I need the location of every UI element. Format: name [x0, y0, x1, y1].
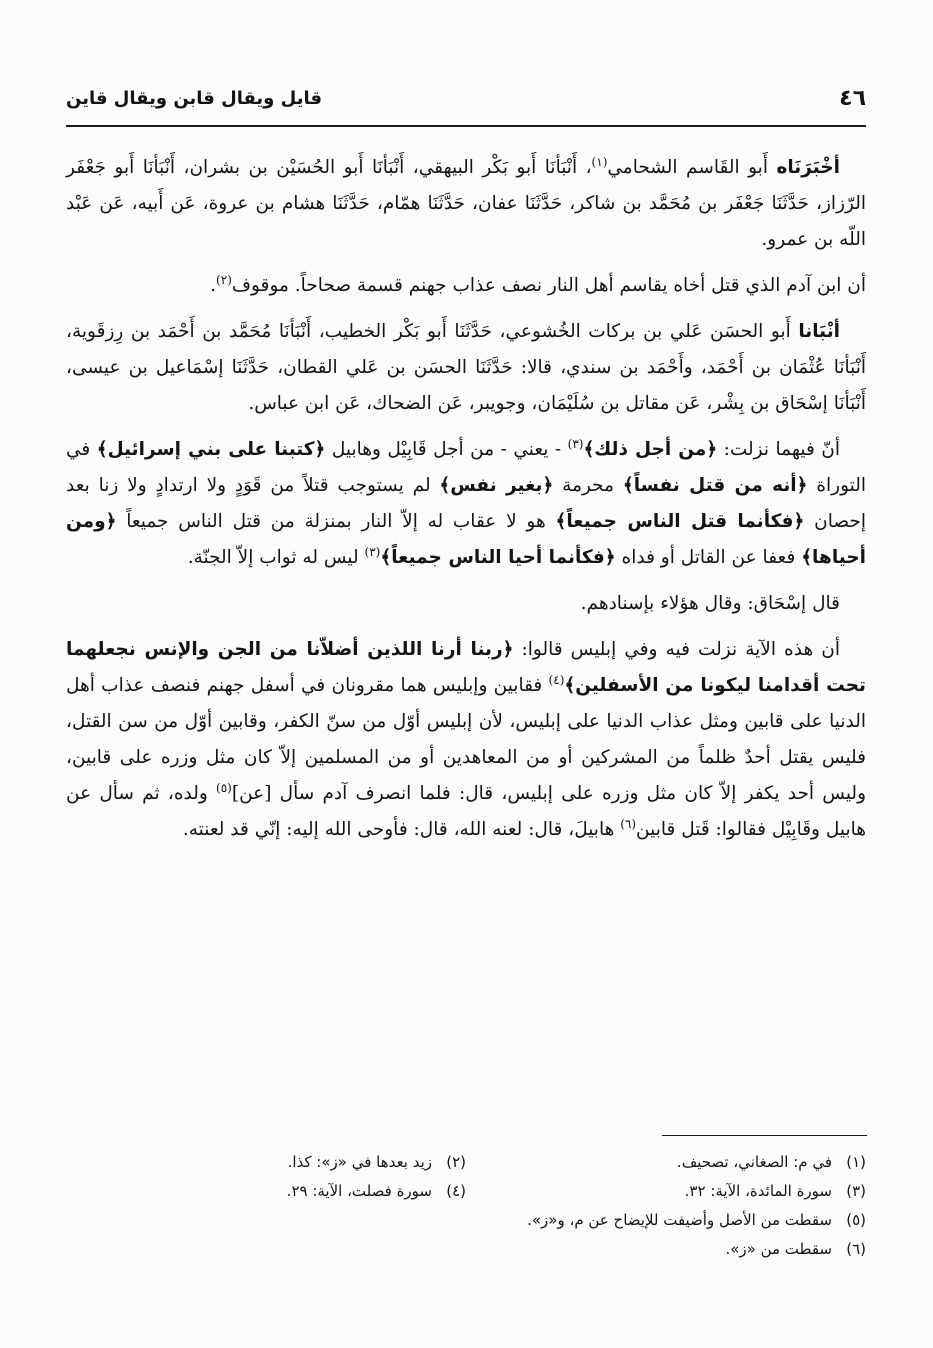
footnote-text: سورة المائدة، الآية: ٣٢. [684, 1182, 832, 1200]
paragraph-isnad-2 [66, 314, 866, 422]
paragraph-text: ولده، ثم سأل عن هابيل وقَابِيْل فقالوا: قَتل قابين [66, 783, 866, 840]
quran-quote: ﴿أنه من قتل نفساً﴾ [622, 475, 808, 496]
lead-word: أنْبَانا [798, 321, 840, 342]
paragraph-text: في التوراة [66, 439, 866, 496]
footnote-marker: (٤) [548, 672, 565, 687]
main-text [66, 150, 866, 858]
footnote [66, 1235, 866, 1264]
footnote-marker: (٦) [620, 816, 637, 831]
footnote-marker: (٢) [216, 272, 232, 287]
quran-quote: ﴿ربنا أرنا اللذين أضلاّنا من الجن والإنس نجعلهما تحت أقدامنا ليكونا من الأسفلين﴾ [66, 639, 866, 696]
footnote [466, 1148, 866, 1177]
lead-word: أخْبَرَنَاه [776, 157, 840, 178]
footnote-row [66, 1148, 866, 1177]
footnote-marker: (٣) [567, 436, 584, 451]
quran-quote: ﴿فكأنما قتل الناس جميعاً﴾ [555, 511, 805, 532]
quran-quote: ﴿فكأنما أحيا الناس جميعاً﴾ [380, 547, 616, 568]
paragraph-text: هو لا عقاب له إلاّ النار بمنزلة من قتل الناس جميعاً [116, 511, 556, 532]
footnote-number: (٦) [846, 1240, 866, 1258]
paragraph-text: هابيلَ، قال: لعنه الله، قال: فأوحى الله إليه: إنّي قد لعنته. [182, 819, 621, 840]
footnote-text: سقطت من الأصل وأضيفت للإيضاح عن م، و«ز». [527, 1211, 832, 1229]
footnote-text: سورة فصلت، الآية: ٢٩. [286, 1182, 432, 1200]
footnote-text: زيد بعدها في «ز»: كذا. [287, 1153, 432, 1171]
footnote-marker: (١) [591, 154, 608, 169]
quran-quote: ﴿بغير نفس﴾ [439, 475, 554, 496]
paragraph-text: ليس له ثواب إلاّ الجنّة. [187, 547, 365, 568]
paragraph-text: أن هذه الآية نزلت فيه وفي إبليس قالوا: [513, 639, 840, 660]
paragraph-report-2 [66, 432, 866, 576]
page-number: ٤٦ [839, 86, 866, 111]
footnote-number: (٤) [446, 1182, 466, 1200]
footnote-number: (٥) [846, 1211, 866, 1229]
page-header [66, 86, 866, 120]
paragraph-text: فعفا عن القاتل أو فداه [615, 547, 802, 568]
footnotes [66, 1148, 866, 1264]
paragraph-text: - يعني - من أجل قَابِيْل وهابيل [325, 439, 568, 460]
header-rule [66, 125, 866, 127]
footnote-number: (٣) [846, 1182, 866, 1200]
paragraph-text: لم يستوجب قتلاً من قَوَدٍ ولا ارتدادٍ ولا زنا بعد إحصان [66, 475, 866, 532]
paragraph-text: فقابين وإبليس هما مقرونان في أسفل جهنم فنصف عذاب أهل الدنيا على قابين ومثل عذاب الدنيا على إبليس، لأن إبليس أوّل من سنّ الكفر، وقابين أوّل من سن القتل، فليس يقتل أحدٌ ظلماً من المشركين أو من المعاهدين أو من المسلمين إلاّ كان مثل وزره على قابين، وليس أحد يكفر إلاّ كان مثل وزره على إبليس، قال: فلما انصرف آدم سأل [عن] [66, 675, 866, 804]
paragraph-text: أَبو القَاسم الشحامي [607, 157, 777, 178]
paragraph-report-3 [66, 632, 866, 848]
footnote-row [66, 1177, 866, 1206]
footnote-number: (٢) [446, 1153, 466, 1171]
paragraph-isnad-1 [66, 150, 866, 258]
paragraph-report-1 [66, 268, 866, 304]
paragraph-ishaq [66, 586, 866, 622]
paragraph-text: أن ابن آدم الذي قتل أخاه يقاسم أهل النار نصف عذاب جهنم قسمة صحاحاً. موقوف [231, 275, 866, 296]
footnote-rule [662, 1135, 867, 1136]
footnote-marker: (٥) [216, 780, 232, 795]
quran-quote: ﴿من أجل ذلك﴾ [583, 439, 718, 460]
running-title: قايل ويقال قابن ويقال قاين [66, 88, 322, 109]
paragraph-text: . [210, 275, 217, 296]
footnote-text: في م: الصغاني، تصحيف. [676, 1153, 832, 1171]
paragraph-text: قال إسْحَاق: وقال هؤلاء بإسنادهم. [580, 593, 840, 614]
paragraph-text: أَبو الحسَن عَلي بن بركات الخُشوعي، حَدَّثَنَا أَبو بَكْر الخطيب، أَنْبَأنَا مُحَمَّد بن أَحْمَد بن رِزقَوية، أَنْبَأنَا عُثْمَان بن أَحْمَد، وأَحْمَد بن سندي، قالا: حَدَّثَنَا الحسَن بن عَلي القطان، حَدَّثَنَا إسْمَاعيل بن عيسى، أَنْبَأنَا إسْحَاق بن بِشْر، عَن مقاتل بن سُلَيْمَان، وجويبر، عَن الضحاك، عَن ابن عباس. [66, 321, 866, 414]
paragraph-text: محرمة [553, 475, 623, 496]
paragraph-text: ، أَنْبَأنَا أَبو بَكْر البيهقي، أَنْبَأنَا أَبو الحُسَيْن بن بشران، أَنْبَأنَا أَبو جَعْفَر الرّزاز، حَدَّثَنَا جَعْفَر بن مُحَمَّد بن شاكر، حَدَّثَنَا عفان، حَدَّثَنَا همّام، حَدَّثَنَا هشام بن عروة، عَن أَبيه، عَن عَبْد اللّه بن عمرو. [66, 157, 866, 250]
footnote-marker: (٣) [364, 544, 381, 559]
footnote-number: (١) [846, 1153, 866, 1171]
footnote [66, 1177, 466, 1206]
paragraph-text: أنّ فيهما نزلت: [717, 439, 840, 460]
quran-quote: ﴿كتبنا على بني إسرائيل﴾ [96, 439, 326, 460]
footnote [466, 1177, 866, 1206]
footnote [66, 1148, 466, 1177]
footnote-text: سقطت من «ز». [725, 1240, 832, 1258]
footnote [66, 1206, 866, 1235]
quran-quote: ﴿ومن أحياها﴾ [66, 511, 866, 568]
